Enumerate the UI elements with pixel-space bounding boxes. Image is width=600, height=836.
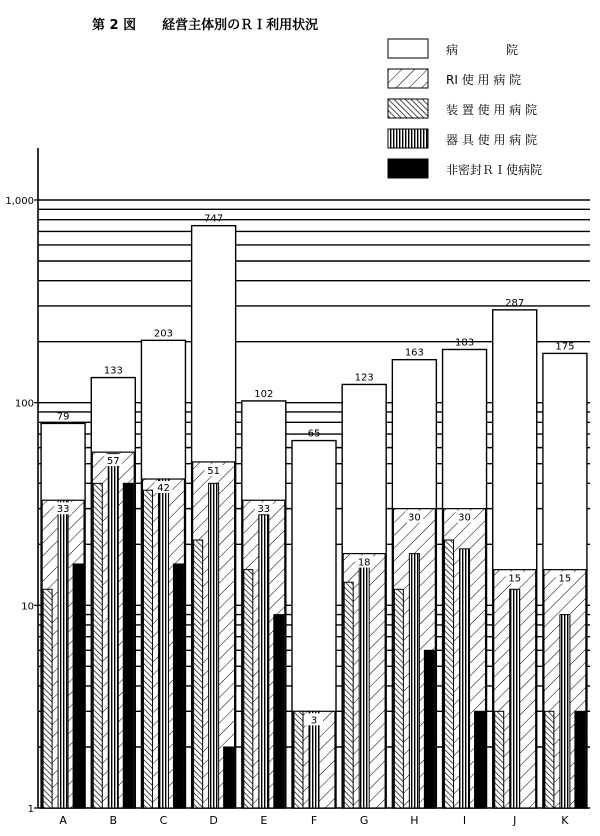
data-label-hospital-C: 203 bbox=[153, 328, 174, 340]
bar-unsealed-I bbox=[475, 711, 485, 808]
legend-label-unsealed: 非密封ＲＩ使病院 bbox=[446, 163, 543, 177]
bar-device-H bbox=[394, 589, 403, 808]
data-label-ri-hospital-C: 42 bbox=[157, 483, 170, 495]
bar-device-E bbox=[244, 570, 253, 808]
x-tick-label-E: E bbox=[260, 814, 268, 827]
legend-label-hospital: 病 院 bbox=[446, 43, 519, 57]
legend-swatch-ri-hospital bbox=[388, 69, 428, 88]
bar-instrument-C bbox=[158, 479, 168, 808]
x-tick-label-I: I bbox=[462, 814, 467, 827]
bar-device-J bbox=[495, 711, 504, 808]
x-tick-label-B: B bbox=[109, 814, 118, 827]
data-label-ri-hospital-I: 30 bbox=[458, 512, 471, 524]
data-label-ri-hospital-B: 57 bbox=[106, 456, 120, 468]
y-tick-label-1000: 1,000 bbox=[5, 196, 34, 207]
bar-unsealed-C bbox=[173, 564, 183, 808]
data-label-ri-hospital-K: 15 bbox=[558, 573, 572, 585]
data-label-ri-hospital-G: 18 bbox=[357, 557, 371, 569]
data-label-hospital-F: 65 bbox=[307, 428, 321, 440]
data-label-ri-hospital-J: 15 bbox=[508, 573, 522, 585]
bar-unsealed-D bbox=[224, 747, 234, 808]
legend bbox=[388, 39, 542, 178]
data-label-hospital-K: 175 bbox=[555, 341, 575, 353]
data-label-ri-hospital-E: 33 bbox=[257, 504, 271, 516]
legend-label-device: 装 置 使 用 病 院 bbox=[446, 103, 538, 117]
data-label-ri-hospital-A: 33 bbox=[56, 504, 70, 516]
data-label-ri-hospital-F: 3 bbox=[310, 715, 318, 727]
bar-device-D bbox=[194, 540, 203, 808]
bar-instrument-H bbox=[409, 554, 419, 808]
bar-unsealed-B bbox=[123, 483, 133, 808]
bar-device-A bbox=[43, 589, 52, 808]
x-tick-label-J: J bbox=[513, 814, 517, 827]
x-tick-label-C: C bbox=[159, 814, 168, 827]
bar-device-K bbox=[545, 711, 554, 808]
legend-swatch-device bbox=[388, 99, 428, 118]
data-label-hospital-G: 123 bbox=[354, 372, 374, 384]
data-label-hospital-E: 102 bbox=[254, 388, 274, 400]
x-tick-label-D: D bbox=[209, 814, 218, 827]
bar-instrument-A bbox=[58, 500, 68, 808]
bar-instrument-D bbox=[209, 483, 219, 808]
x-tick-label-F: F bbox=[310, 814, 318, 827]
legend-label-instrument: 器 具 使 用 病 院 bbox=[446, 133, 538, 147]
bar-unsealed-K bbox=[575, 711, 585, 808]
data-label-ri-hospital-H: 30 bbox=[407, 512, 421, 524]
data-label-ri-hospital-D: 51 bbox=[207, 465, 221, 477]
bar-unsealed-H bbox=[424, 650, 434, 808]
x-tick-label-H: H bbox=[410, 814, 419, 827]
bar-instrument-J bbox=[510, 589, 520, 808]
data-label-hospital-I: 183 bbox=[454, 337, 475, 349]
legend-swatch-unsealed bbox=[388, 159, 428, 178]
bar-instrument-E bbox=[259, 515, 269, 808]
legend-label-ri-hospital: RI 使 用 病 院 bbox=[446, 73, 522, 87]
bars bbox=[41, 214, 587, 808]
bar-device-G bbox=[344, 582, 353, 808]
bar-instrument-B bbox=[108, 454, 118, 808]
x-tick-label-A: A bbox=[59, 814, 67, 827]
bar-instrument-I bbox=[460, 549, 470, 808]
legend-swatch-instrument bbox=[388, 129, 428, 148]
data-label-hospital-B: 133 bbox=[103, 365, 123, 377]
data-label-hospital-A: 79 bbox=[56, 411, 70, 423]
x-tick-label-K: K bbox=[561, 814, 569, 827]
y-tick-label-1: 1 bbox=[27, 804, 34, 815]
bar-device-F bbox=[294, 711, 303, 808]
data-label-hospital-D: 747 bbox=[204, 213, 224, 225]
bar-instrument-K bbox=[560, 615, 570, 808]
bar-instrument-G bbox=[359, 564, 369, 808]
x-tick-label-G: G bbox=[359, 814, 369, 827]
y-tick-label-100: 100 bbox=[14, 398, 34, 410]
legend-swatch-hospital bbox=[388, 39, 428, 58]
bar-device-I bbox=[445, 540, 454, 808]
bar-device-C bbox=[143, 490, 152, 808]
y-tick-label-10: 10 bbox=[21, 601, 34, 613]
bar-device-B bbox=[93, 483, 102, 808]
bar-unsealed-A bbox=[73, 564, 83, 808]
data-label-hospital-J: 287 bbox=[505, 297, 525, 309]
data-label-hospital-H: 163 bbox=[404, 347, 424, 359]
bar-unsealed-E bbox=[274, 615, 284, 808]
chart-title: 第 2 図 経営主体別のＲＩ利用状況 bbox=[92, 18, 319, 33]
